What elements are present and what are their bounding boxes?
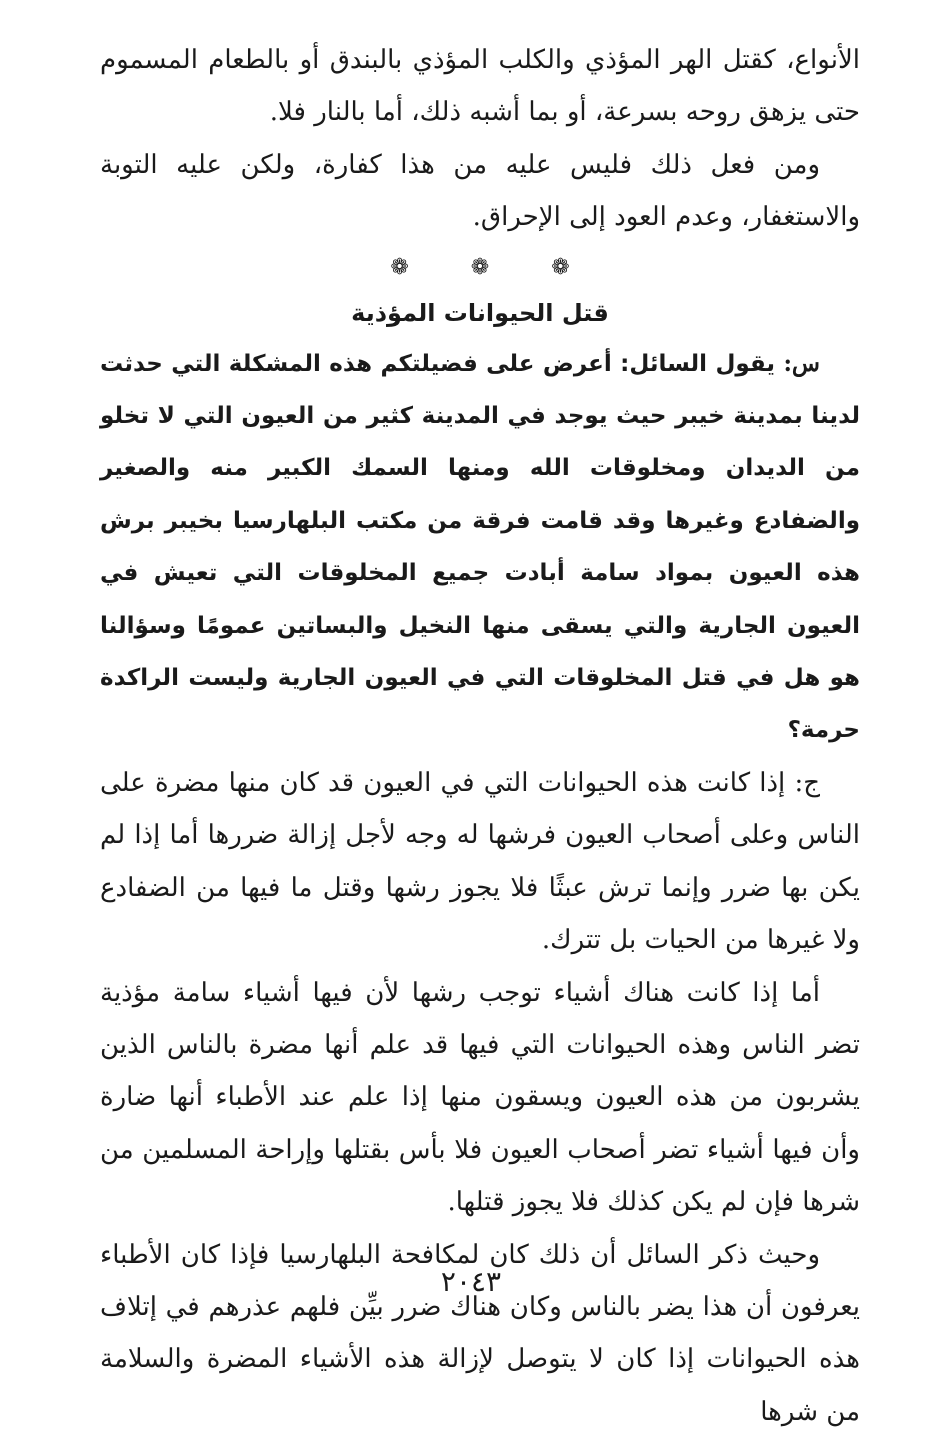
section-divider	[100, 250, 860, 286]
answer-paragraph-3: وحيث ذكر السائل أن ذلك كان لمكافحة البلهارسيا فإذا كان الأطباء يعرفون أن هذا يضر بالناس وكان هناك ضرر بيِّن فلهم عذرهم في إتلاف هذه الحيوانات إذا كان لا يتوصل لإزالة هذه الأشياء المضرة والسلامة من شرها	[100, 1239, 860, 1427]
paragraph-expiation: ومن فعل ذلك فليس عليه من هذا كفارة، ولكن عليه التوبة والاستغفار، وعدم العود إلى الإحراق.	[100, 149, 860, 233]
page-number: ٢٠٤٣	[440, 1265, 502, 1298]
flower-ornament-icon: ❁	[470, 254, 490, 280]
paragraph-continuation: الأنواع، كقتل الهر المؤذي والكلب المؤذي بالبندق أو بالطعام المسموم حتى يزهق روحه بسرعة، أو بما أشبه ذلك، أما بالنار فلا.	[100, 45, 860, 128]
flower-ornament-icon: ❁	[551, 254, 570, 280]
question-prefix: س:	[783, 349, 821, 377]
page-body	[100, 34, 860, 1438]
question-text: يقول السائل: أعرض على فضيلتكم هذه المشكلة التي حدثت لدينا بمدينة خيبر حيث يوجد في المدينة كثير من العيون التي لا تخلو من الديدان ومخلوقات الله ومنها السمك الكبير منه والصغير والضفادع وغيرها وقد قامت فرقة من مكتب البلهارسيا بخيبر برش هذه العيون بمواد سامة أبادت جميع المخلوقات التي تعيش في العيون الجارية والتي يسقى منها النخيل والبساتين عمومًا وسؤالنا هو هل في قتل المخلوقات التي في العيون الجارية وليست الراكدة حرمة؟	[100, 350, 860, 744]
flower-ornament-icon: ❁	[390, 254, 409, 280]
section-heading: قتل الحيوانات المؤذية	[351, 298, 609, 327]
answer-paragraph-2: أما إذا كانت هناك أشياء توجب رشها لأن فيها أشياء سامة مؤذية تضر الناس وهذه الحيوانات التي فيها قد علم أنها مضرة بالناس الذين يشربون من هذه العيون ويسقون منها إذا علم عند الأطباء أنها ضارة وأن فيها أشياء تضر أصحاب العيون فلا بأس بقتلها وإراحة المسلمين من شرها فإن لم يكن كذلك فلا يجوز قتلها.	[100, 977, 860, 1218]
answer-paragraph-1: ج: إذا كانت هذه الحيوانات التي في العيون قد كان منها مضرة على الناس وعلى أصحاب العيون فرشها له وجه لأجل إزالة ضررها أما إذا لم يكن بها ضرر وإنما ترش عبثًا فلا يجوز رشها وقتل ما فيها من الضفادع ولا غيرها من الحيات بل تترك.	[100, 767, 861, 956]
question-paragraph	[100, 338, 860, 757]
